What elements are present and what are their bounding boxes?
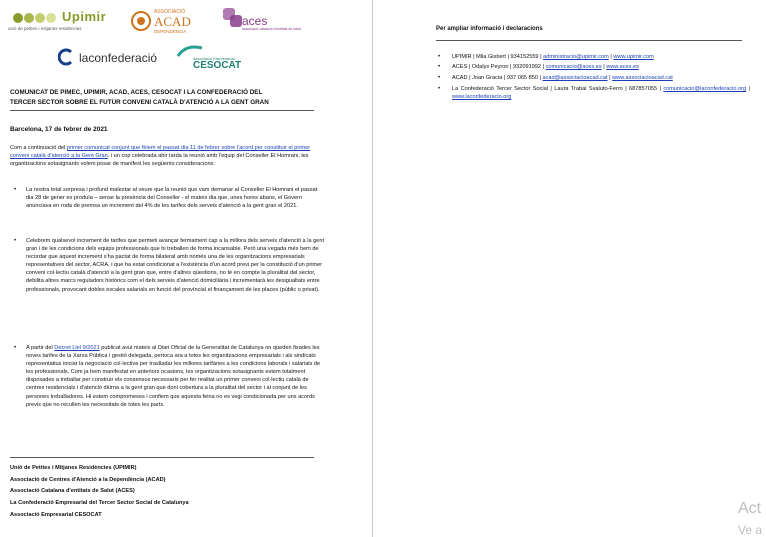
aces-logo-icon [222, 7, 244, 33]
contact-web-link[interactable]: www.aces.es [606, 64, 639, 70]
list-item [14, 344, 324, 409]
aces-logo-subtitle: associació catalana d'entitats de salut [242, 27, 301, 31]
contact-section-title: Per ampliar informació i declaracions [436, 26, 543, 32]
contact-sep: | [607, 75, 613, 81]
contact-email-link[interactable]: administracio@upimir.com [543, 54, 609, 60]
bullet-text-pre: A partir del [26, 345, 55, 351]
page-1 [0, 0, 370, 537]
signatory-item: Unió de Petites i Mitjanes Residències (UPIMIR) [10, 465, 137, 471]
list-item [14, 237, 324, 294]
bullet-text: La nostra total sorpresa i profund malestar al veure que la reunió que vam demanar al Conseller El Homrani el passat dia 28 de gener es produïa – sense la presència del Conseller - el mateix dia que, unes hores abans, el Govern anunciava en roda de premsa un increment del 4% de les tarifes dels serveis d'atenció a la gent gran el 2021. [26, 187, 318, 210]
upimir-logo-text: Upimir [62, 9, 107, 24]
contact-sep: | [608, 54, 614, 60]
bullet-icon: • [14, 238, 17, 244]
contact-text: La Confederació Tercer Sector Social | Laura Trabal Svaluto-Ferro | 687857055 | [452, 86, 664, 92]
signatories-rule [10, 457, 314, 458]
acad-logo-icon [130, 10, 152, 32]
bullet-icon: • [14, 187, 17, 193]
contact-text: UPIMIR | Mila Gisbert | 934152559 | [452, 54, 544, 60]
contact-text: ACES | Odalys Peyron | 932091992 | [452, 64, 546, 70]
bullet-icon: • [438, 54, 441, 60]
bullet-text: Celebrem qualsevol increment de tarifes que permeti avançar fermament cap a la millora dels serveis d'atenció a la gent gran i de les condicions dels equips professionals que hi treballen de forma incansable. Però una vegada més hem de recordar que aquest increment s'ha pactat de forma bilateral amb només una de les organitzacions empresarials representatives del sector, ACRA, i que ha estat condicionat a l'existència d'un acord previ per la constitució d'un primer conveni col·lectiu català d'atenció a la gent gran que, entre d'altres qüestions, no té en compte la pluralitat del sector, debilita altres marcs reguladors històrics com el dels serveis d'atenció domiciliària i incrementarà les desigualtats entre professionals, provocant dobles escales salarials en funció del províncial el finançament de les places (públic o privat). [26, 238, 324, 293]
laconfederacio-logo-icon [58, 48, 76, 66]
bullet-text: publicat avui mateix al Diari Oficial de la Generalitat de Catalunya on queden fixades les noves tarifes de la Xarxa Pública i gestió delegada, pertoca ara a totes les organitzacions empresarials i als sindicats representatius iniciar la negociació col·lectiva per traslladar les millores tarifàries a les condicions laborals i salarials de les professionals. Com ja hem manifestat en anteriors ocasions, les organitzacions sotasignants estem totalment disposades a treballar per construir els consensos necessaris per fer realitat un primer conveni col·lectiu català de centres residencials i d'atenció diürna a la gent gran que doni cobertura a la pluralitat del sector i al conjunt de les persones treballadores. Hi estem compromeses i confiem que aquesta feina no es vegi condicionada per uns acords previs que no recullen les necessitats de totes les parts. [26, 345, 321, 408]
press-release-headline [10, 88, 310, 107]
contact-web-link[interactable]: www.upimir.com [613, 54, 654, 60]
contact-email-link[interactable]: comunicacio@laconfederacio.org [663, 86, 747, 92]
bullet-icon: • [14, 345, 17, 351]
decree-link[interactable]: Decret Llei 9/2021 [54, 345, 100, 351]
aces-logo-text: aces [242, 14, 268, 28]
signatories-list [10, 463, 189, 522]
intro-link[interactable]: primer comunicat conjunt que fèiem el passat dia 11 de febrer sobre l'acord per constituir el primer conveni català d'atenció a la Gent Gran [10, 145, 311, 160]
contact-title-rule [436, 40, 742, 41]
headline-line-1: COMUNICAT DE PIMEC, UPIMIR, ACAD, ACES, CESOCAT I LA CONFEDERACIÓ DEL [10, 89, 263, 96]
contact-web-link[interactable]: www.associacioacad.cat [612, 75, 673, 81]
contact-sep: | [746, 86, 750, 92]
headline-rule [10, 110, 314, 111]
signatory-item: La Confederació Empresarial del Tercer Sector Social de Catalunya [10, 500, 189, 507]
bullet-icon: • [438, 86, 441, 92]
signatory-item: Associació Catalana d'entitats de Salut (ACES) [10, 488, 135, 495]
bullet-icon: • [438, 64, 441, 70]
intro-text-pre: Com a continuació del [10, 145, 67, 151]
bullet-icon: • [438, 75, 441, 81]
activation-watermark-sub: Ve a [738, 523, 763, 537]
list-item [14, 186, 324, 210]
signatory-item: Associació de Centres d'Atenció a la Dependència (ACAD) [10, 476, 166, 483]
intro-paragraph [10, 144, 314, 168]
list-item [438, 53, 750, 61]
headline-line-2: TERCER SECTOR SOBRE EL FUTUR CONVENI CATALÀ D'ATENCIÓ A LA GENT GRAN [10, 98, 269, 106]
cesocat-logo-text: CESOCAT [193, 60, 242, 71]
upimir-logo-subtitle: unió de petites i mitjanes residències [8, 26, 82, 31]
signatory-item: Associació Empresarial CESOCAT [10, 511, 102, 518]
cesocat-logo-subtitle: Associació Empresarial [193, 56, 235, 61]
page-2 [374, 0, 766, 537]
acad-logo-small: ASSOCIACIÓ [154, 9, 186, 15]
acad-logo-text: ACAD [154, 14, 191, 29]
intro-text-post: , i un cop celebrada ahir tarda la reunió amb l'equip del Conseller El Homrani, les organitzacions sotasignants volem posar de manifest les següents consideracions: [10, 153, 309, 168]
upimir-logo-icon [12, 11, 58, 25]
list-item [438, 63, 750, 71]
laconfederacio-logo-text: laconfederació [79, 51, 158, 65]
contact-text: ACAD | Joan Gracia | 937 065 850 | [452, 75, 543, 81]
list-item [438, 74, 750, 82]
acad-logo-subtitle: DEPENDÈNCIA [154, 29, 187, 34]
contact-web-link[interactable]: www.laconfederacio.org [452, 94, 512, 100]
contact-email-link[interactable]: comunicacio@aces.es [545, 64, 602, 70]
release-date: Barcelona, 17 de febrer de 2021 [10, 126, 108, 133]
contact-sep: | [601, 64, 607, 70]
page-divider [372, 0, 373, 537]
list-item [438, 85, 750, 101]
activation-watermark: Act [738, 500, 762, 517]
contact-email-link[interactable]: acad@associacioacad.cat [542, 75, 608, 81]
